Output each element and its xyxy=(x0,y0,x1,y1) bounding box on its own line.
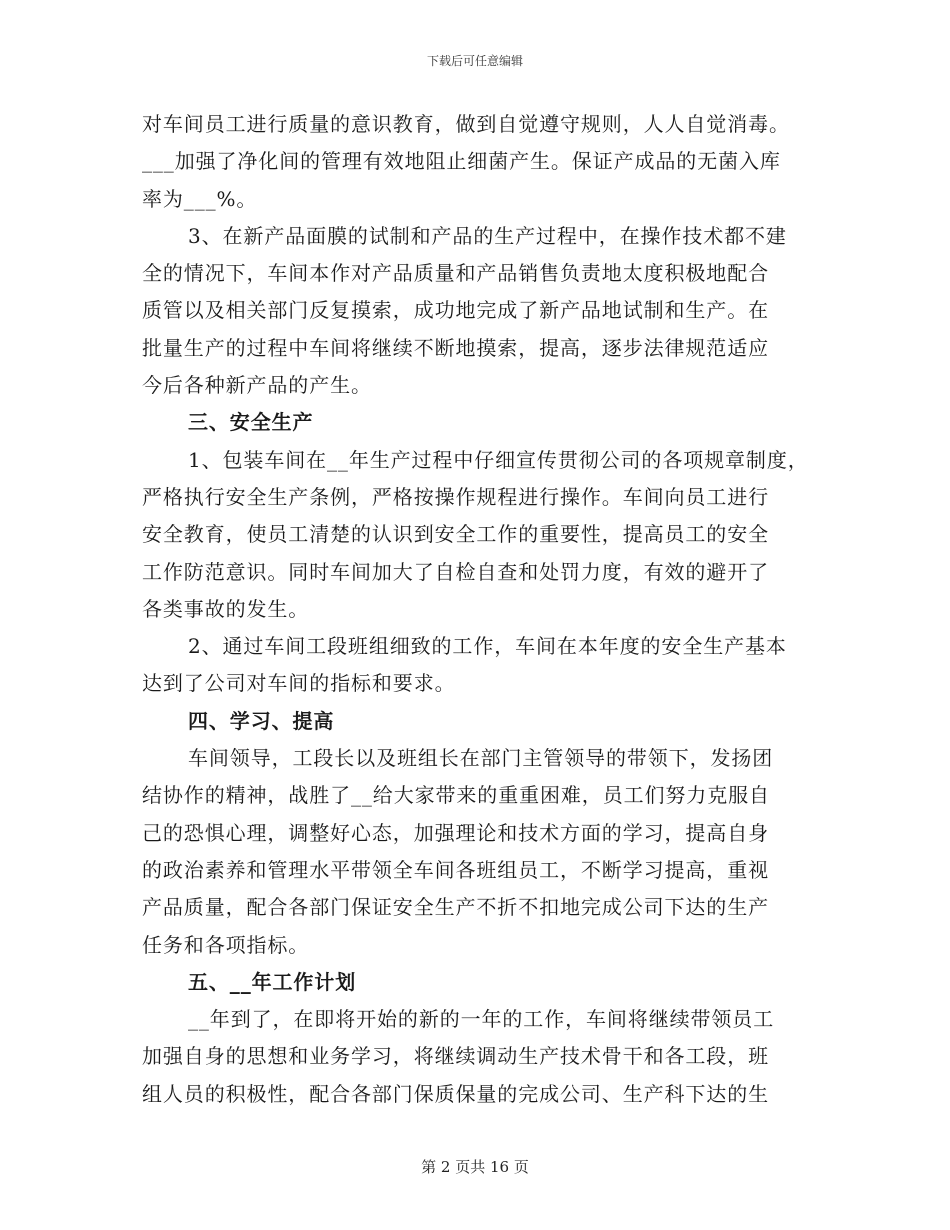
text-line: 加强自身的思想和业务学习，将继续调动生产技术骨干和各工段，班 xyxy=(142,1044,769,1069)
text-line: 组人员的积极性，配合各部门保质保量的完成公司、生产科下达的生 xyxy=(142,1081,769,1106)
text-line: 批量生产的过程中车间将继续不断地摸索，提高，逐步法律规范适应 xyxy=(142,335,769,360)
text-line: 达到了公司对车间的指标和要求。 xyxy=(142,671,456,696)
paragraph-start: __年到了，在即将开始的新的一年的工作，车间将继续带领员工 xyxy=(188,1007,775,1032)
text-line: 全的情况下，车间本作对产品质量和产品销售负责地太度积极地配合 xyxy=(142,261,769,286)
paragraph-start: 2、通过车间工段班组细致的工作，车间在本年度的安全生产基本 xyxy=(188,634,787,659)
text-line: 己的恐惧心理，调整好心态，加强理论和技术方面的学习，提高自身 xyxy=(142,820,769,845)
text-line: ___加强了净化间的管理有效地阻止细菌产生。保证产成品的无菌入库 xyxy=(142,149,781,174)
section-heading-safety: 三、安全生产 xyxy=(188,410,314,435)
text-line: 质管以及相关部门反复摸索，成功地完成了新产品地试制和生产。在 xyxy=(142,298,769,323)
text-line: 的政治素养和管理水平带领全车间各班组员工，不断学习提高，重视 xyxy=(142,857,769,882)
page-footer: 第 2 页共 16 页 xyxy=(421,1158,529,1176)
text-line: 对车间员工进行质量的意识教育，做到自觉遵守规则，人人自觉消毒。 xyxy=(142,112,790,136)
text-line: 今后各种新产品的产生。 xyxy=(142,373,372,398)
paragraph-start: 车间领导，工段长以及班组长在部门主管领导的带领下，发扬团 xyxy=(188,746,774,771)
text-line: 率为___%。 xyxy=(142,186,258,211)
text-line: 工作防范意识。同时车间加大了自检自查和处罚力度，有效的避开了 xyxy=(142,559,769,584)
text-line: 严格执行安全生产条例，严格按操作规程进行操作。车间向员工进行 xyxy=(142,484,769,509)
text-line: 各类事故的发生。 xyxy=(142,596,310,621)
text-line: 任务和各项指标。 xyxy=(142,932,310,957)
document-body xyxy=(142,106,812,1113)
paragraph-start: 3、在新产品面膜的试制和产品的生产过程中，在操作技术都不建 xyxy=(188,223,787,248)
text-line: 产品质量，配合各部门保证安全生产不折不扣地完成公司下达的生产 xyxy=(142,895,769,920)
paragraph-start: 1、包装车间在__年生产过程中仔细宣传贯彻公司的各项规章制度， xyxy=(188,447,809,472)
text-line: 结协作的精神，战胜了__给大家带来的重重困难，员工们努力克服自 xyxy=(142,783,770,808)
section-heading-learning: 四、学习、提高 xyxy=(188,708,335,733)
page-header: 下载后可任意编辑 xyxy=(426,54,523,68)
section-heading-plan: 五、__年工作计划 xyxy=(188,969,357,994)
text-line: 安全教育，使员工清楚的认识到安全工作的重要性，提高员工的安全 xyxy=(142,522,769,547)
